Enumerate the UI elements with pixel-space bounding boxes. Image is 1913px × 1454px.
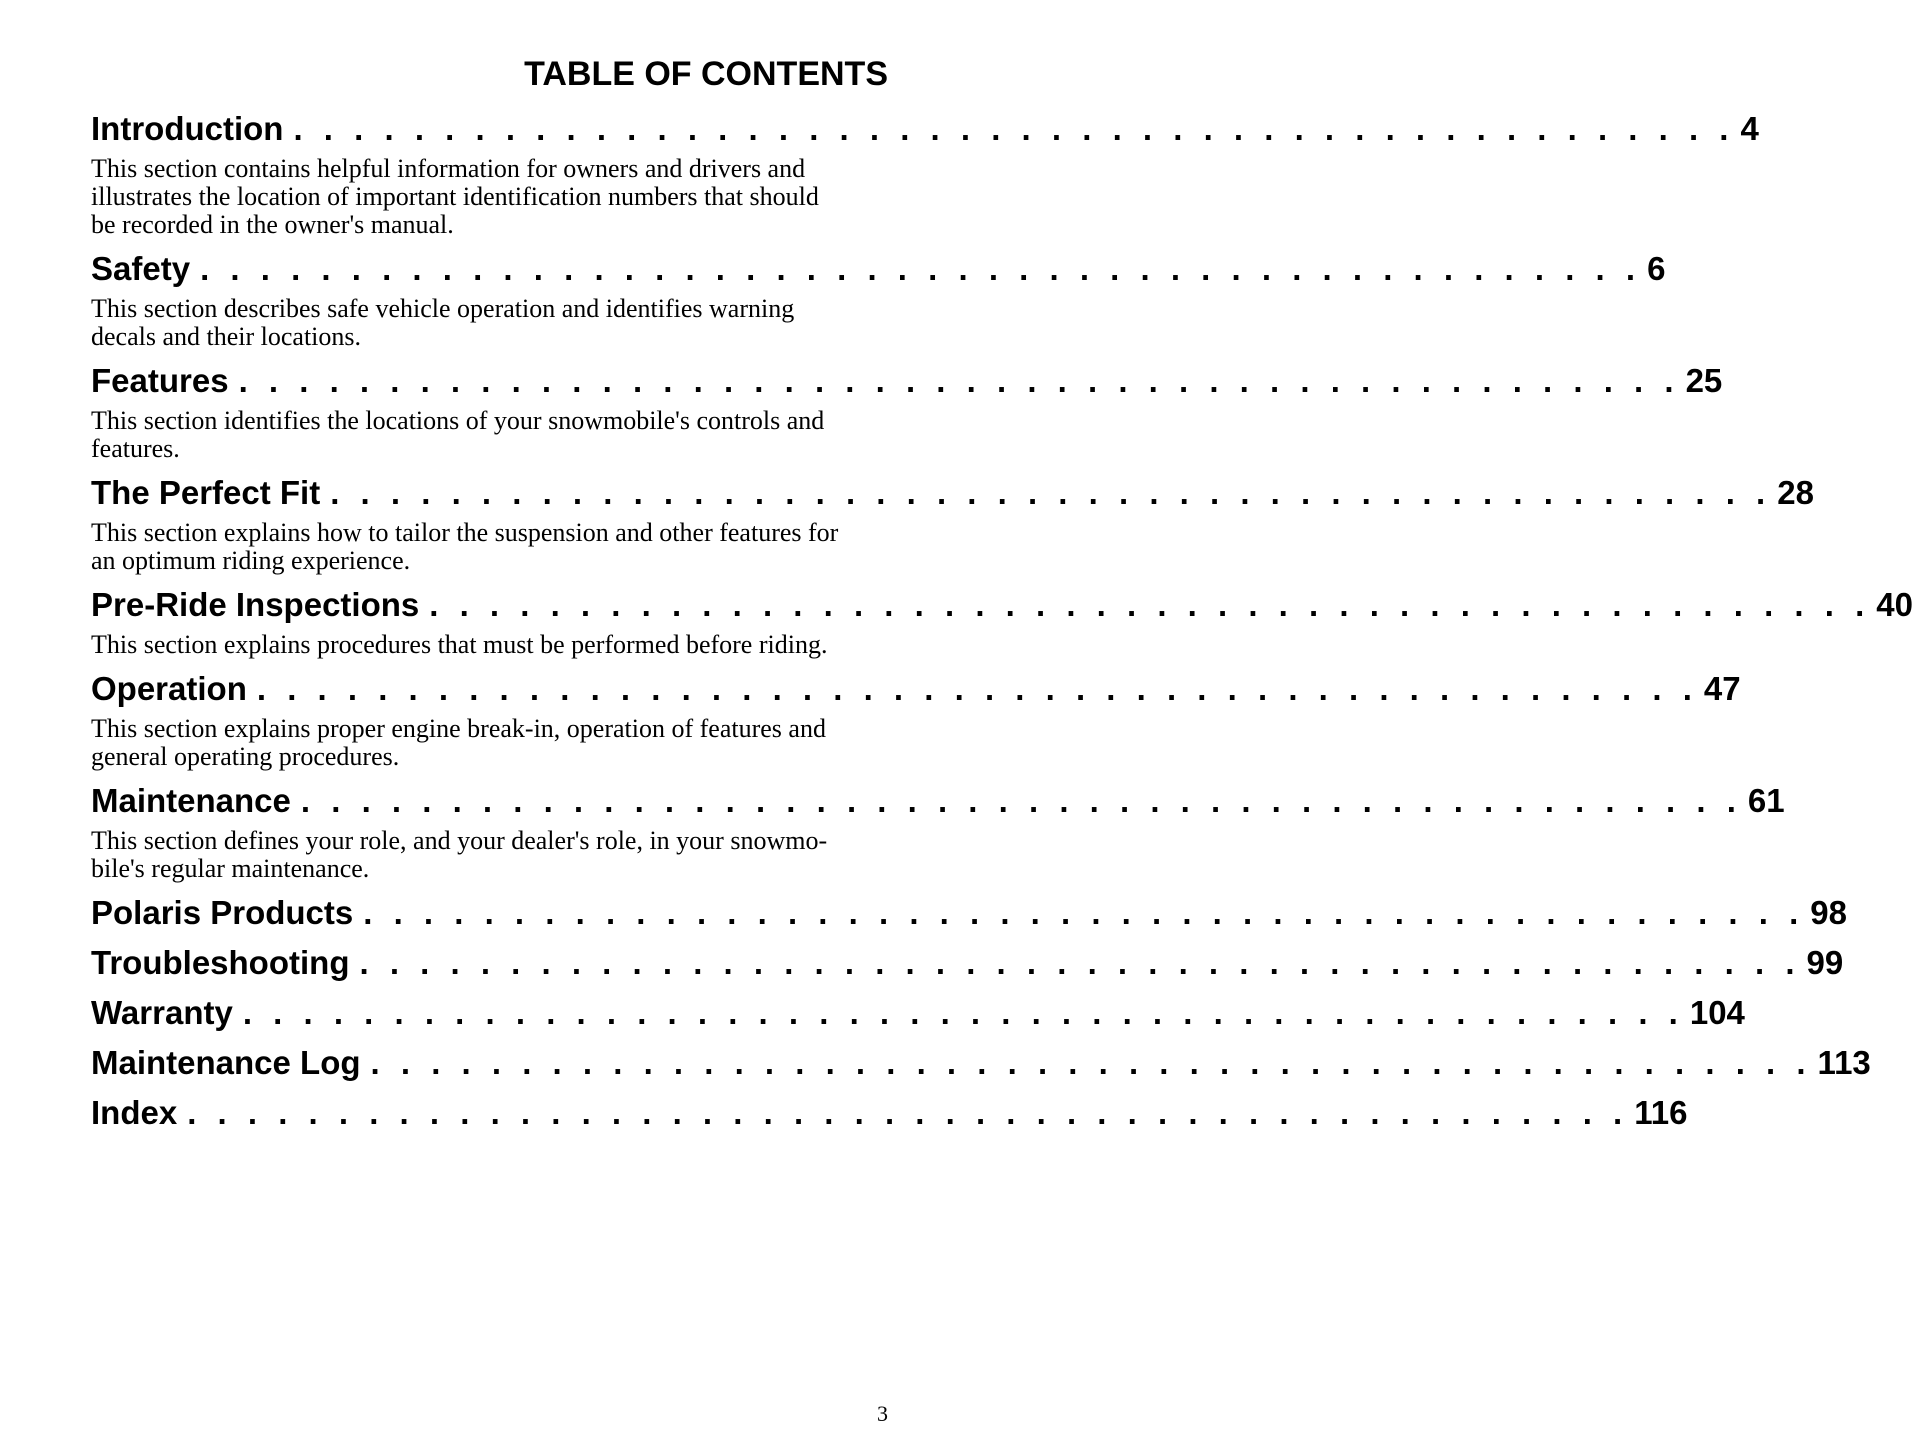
toc-page-number: 47 (1703, 670, 1741, 707)
toc-page-number: 40 (1876, 586, 1913, 623)
toc-description: This section describes safe vehicle operation and identifies warning decals and their locations. (91, 294, 795, 351)
toc-heading-title: Maintenance Log (91, 1044, 361, 1081)
dot-leader: . . . . . . . . . . . . . . . . . . . . . . . . . . . . . . . . . . . . . . . . . . . . . . . . (370, 1044, 1812, 1081)
dot-leader: . . . . . . . . . . . . . . . . . . . . . . . . . . . . . . . . . . . . . . . . . . . . . . . . (429, 586, 1871, 623)
dot-leader: . . . . . . . . . . . . . . . . . . . . . . . . . . . . . . . . . . . . . . . . . . . . . . . . (238, 362, 1680, 399)
toc-page-number: 25 (1685, 362, 1723, 399)
toc-description: This section explains proper engine break-in, operation of features and general operating procedures. (91, 714, 826, 771)
toc-heading-title: Index (91, 1094, 178, 1131)
dot-leader: . . . . . . . . . . . . . . . . . . . . . . . . . . . . . . . . . . . . . . . . . . . . . . . . (200, 250, 1642, 287)
toc-entry-polaris-products (91, 893, 1847, 933)
toc-entry-operation (91, 669, 1741, 771)
toc-entry-warranty (91, 993, 1745, 1033)
dot-leader: . . . . . . . . . . . . . . . . . . . . . . . . . . . . . . . . . . . . . . . . . . . . . . . . (187, 1094, 1629, 1131)
dot-leader: . . . . . . . . . . . . . . . . . . . . . . . . . . . . . . . . . . . . . . . . . . . . . . . . (300, 782, 1742, 819)
toc-entry-features (91, 361, 1723, 463)
toc-description: This section explains how to tailor the suspension and other features for an optimum riding experience. (91, 518, 839, 575)
footer-page-number: 3 (877, 1401, 888, 1426)
toc-description: This section identifies the locations of your snowmobile's controls and features. (91, 406, 825, 463)
toc-heading[interactable] (91, 669, 1741, 709)
toc-entry-index (91, 1093, 1688, 1133)
toc-page-number: 6 (1647, 250, 1666, 287)
dot-leader: . . . . . . . . . . . . . . . . . . . . . . . . . . . . . . . . . . . . . . . . . . . . . . . . (242, 994, 1684, 1031)
table-of-contents (91, 109, 1913, 1143)
toc-description: This section defines your role, and your dealer's role, in your snowmo- bile's regular maintenance. (91, 826, 828, 883)
toc-description: This section explains procedures that must be performed before riding. (91, 630, 828, 659)
toc-page-number: 116 (1634, 1094, 1688, 1131)
toc-entry-the-perfect-fit (91, 473, 1814, 575)
toc-heading[interactable] (91, 585, 1913, 625)
toc-entry-pre-ride-inspections (91, 585, 1913, 659)
toc-heading[interactable] (91, 361, 1723, 401)
toc-heading-title: Introduction (91, 110, 284, 147)
toc-entry-introduction (91, 109, 1759, 239)
toc-entry-safety (91, 249, 1666, 351)
toc-entry-troubleshooting (91, 943, 1844, 983)
toc-page-number: 104 (1689, 994, 1745, 1031)
toc-heading-title: Safety (91, 250, 191, 287)
toc-heading[interactable] (91, 109, 1759, 149)
dot-leader: . . . . . . . . . . . . . . . . . . . . . . . . . . . . . . . . . . . . . . . . . . . . . . . . (363, 894, 1805, 931)
toc-heading-title: Warranty (91, 994, 233, 1031)
toc-page-number: 113 (1817, 1044, 1871, 1081)
toc-heading[interactable] (91, 473, 1814, 513)
toc-description: This section contains helpful information for owners and drivers and illustrates the location of important identification numbers that should be recorded in the owner's manual. (91, 154, 819, 239)
dot-leader: . . . . . . . . . . . . . . . . . . . . . . . . . . . . . . . . . . . . . . . . . . . . . . . . (330, 474, 1772, 511)
toc-heading-title: Operation (91, 670, 247, 707)
toc-page-number: 28 (1777, 474, 1814, 511)
toc-heading[interactable] (91, 781, 1785, 821)
dot-leader: . . . . . . . . . . . . . . . . . . . . . . . . . . . . . . . . . . . . . . . . . . . . . . . . (359, 944, 1801, 981)
toc-heading-title: Pre-Ride Inspections (91, 586, 420, 623)
toc-heading-title: Features (91, 362, 229, 399)
toc-page-number: 98 (1810, 894, 1847, 931)
toc-heading[interactable] (91, 249, 1666, 289)
toc-heading-title: Maintenance (91, 782, 291, 819)
toc-heading[interactable] (91, 893, 1847, 933)
page-title: TABLE OF CONTENTS (524, 55, 888, 93)
dot-leader: . . . . . . . . . . . . . . . . . . . . . . . . . . . . . . . . . . . . . . . . . . . . . . . . (256, 670, 1698, 707)
toc-heading-title: The Perfect Fit (91, 474, 321, 511)
toc-heading-title: Troubleshooting (91, 944, 350, 981)
toc-heading-title: Polaris Products (91, 894, 354, 931)
toc-page-number: 99 (1806, 944, 1844, 981)
toc-entry-maintenance-log (91, 1043, 1871, 1083)
toc-heading[interactable] (91, 1043, 1871, 1083)
toc-heading[interactable] (91, 943, 1844, 983)
toc-page-number: 4 (1740, 110, 1759, 147)
dot-leader: . . . . . . . . . . . . . . . . . . . . . . . . . . . . . . . . . . . . . . . . . . . . . . . . (293, 110, 1735, 147)
toc-heading[interactable] (91, 993, 1745, 1033)
toc-entry-maintenance (91, 781, 1785, 883)
toc-heading[interactable] (91, 1093, 1688, 1133)
toc-page-number: 61 (1747, 782, 1785, 819)
